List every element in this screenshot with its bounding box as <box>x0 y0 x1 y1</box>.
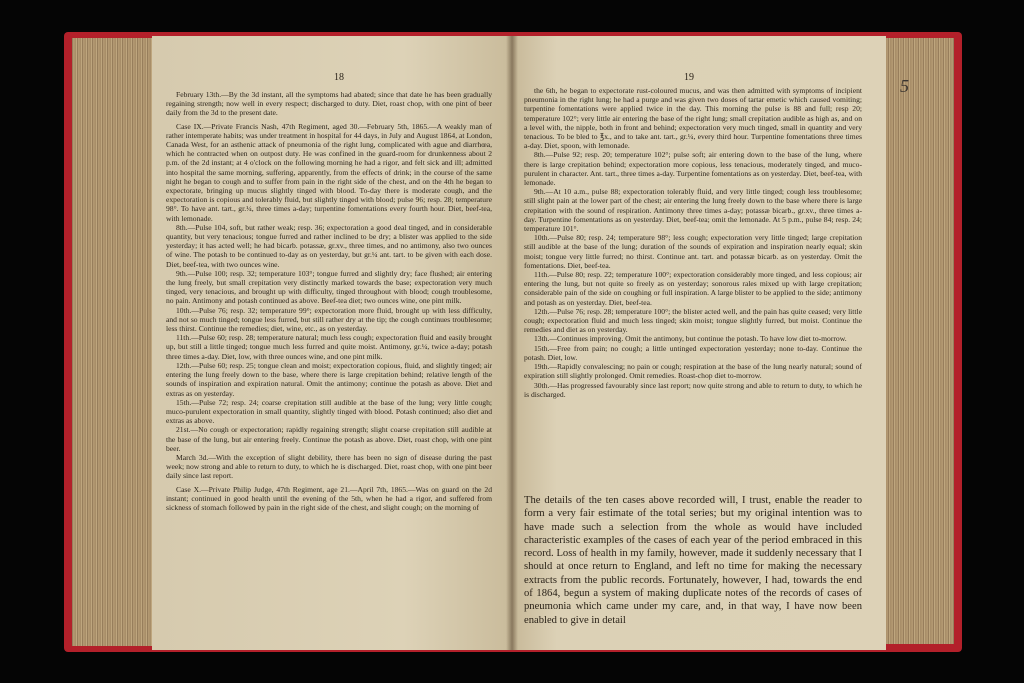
paragraph: 15th.—Pulse 72; resp. 24; coarse crepitation still audible at the base of the lung; very little cough; muco-purulent expectoration in small quantity, slightly tinged with blood. Potash continued; also diet and extras as above. <box>166 397 492 426</box>
paragraph: 21st.—No cough or expectoration; rapidly regaining strength; slight coarse crepitation still audible at the base of the lung, but air entering freely. Continue the potash as above. Diet, roast chop, with one pint beer. <box>166 425 492 453</box>
paragraph: 11th.—Pulse 80; resp. 22; temperature 100°; expectoration considerably more tinged, and less copious; air entering the lung, but not quite so freely as on yesterday; sonorous rales mixed up with large crepitation; considerable pain of the side on coughing or full inspiration. A large blister to be applied to the side; antimony and potash as on yesterday. Diet, beef-tea. <box>524 270 862 307</box>
paragraph: 12th.—Pulse 76; resp. 28; temperature 100°; the blister acted well, and the pain has quite ceased; very little cough; expectoration fluid and much less tinged; skin moist; tongue slightly furred, but moist. Continue the remedies and diet as on yesterday. <box>524 306 862 335</box>
right-page-text <box>524 86 862 490</box>
paragraph: 13th.—Continues improving. Omit the antimony, but continue the potash. To have low diet to-morrow. <box>534 334 847 344</box>
page-edges-right <box>884 38 954 644</box>
paragraph: 9th.—At 10 a.m., pulse 88; expectoration tolerably fluid, and very little tinged; cough less troublesome; still slight pain at the lower part of the chest; air entering the lung freely down to the base where there is large crepitation with the sound of respiration. Antimony three times a-day; potassæ bicarb., gr.xv., three times a-day. Turpentine fomentations as on yesterday. Diet, beef-tea; omit the lemonade. At 5 p.m., pulse 84; resp. 24; temperature 101°. <box>524 187 862 234</box>
left-page-number: 18 <box>334 72 344 83</box>
paragraph: 12th.—Pulse 60; resp. 25; tongue clean and moist; expectoration copious, fluid, and slightly tinged; air entering the lung freely down to the base, where there is large crepitation behind; relative length of the sounds of inspiration and expiration natural. Omit the antimony; continue the potash as above. Diet and extras as on yesterday. <box>166 360 492 398</box>
paragraph: Case X.—Private Philip Judge, 47th Regiment, age 21.—April 7th, 1865.—Was on guard on the 2d instant; continued in good health until the evening of the 5th, when he had a rigor, and suffered from sickness of stomach followed by pain in the right side of the chest, and slight cough; on the morning of <box>166 484 492 512</box>
paragraph: 9th.—Pulse 100; resp. 32; temperature 103°; tongue furred and slightly dry; face flushed; air entering the lung freely, but small crepitation very distinctly marked towards the base; expectoration very much tinged, very tenacious, and brought up with difficulty, tinged throughout with blood; cough troublesome, no pain. Antimony and potash continued as above. Beef-tea diet; two ounces wine, one pint milk. <box>166 268 492 306</box>
paragraph: March 3d.—With the exception of slight debility, there has been no sign of disease during the past week; now strong and able to return to duty, to which he is discharged. Diet, roast chop, with one pint beer daily since last report. <box>166 452 492 481</box>
paragraph: 19th.—Rapidly convalescing; no pain or cough; respiration at the base of the lung nearly natural; sound of expiration still slightly prolonged. Omit remedies. Roast-chop diet to-morrow. <box>524 362 862 381</box>
paragraph: 15th.—Free from pain; no cough; a little untinged expectoration yesterday; none to-day. Continue the potash. Diet, low. <box>524 343 862 362</box>
left-page-text <box>166 90 492 625</box>
paragraph: 11th.—Pulse 60; resp. 28; temperature natural; much less cough; expectoration fluid and easily brought up, but still a little tinged; tongue much less furred and quite moist. Antimony, gr.¼, twice a-day; potash three times a-day. Diet, low, with three ounces wine, and one pint milk. <box>166 333 492 361</box>
paragraph: 8th.—Pulse 104, soft, but rather weak; resp. 36; expectoration a good deal tinged, and in considerable quantity, but very tenacious; tongue furred and rather inclined to be dry; a blister was applied to the side yesterday; it has acted well; he had bicarb. potassæ, gr.xv., three times, and no antimony, also two ounces of wine. The potash to be continued to-day as on yesterday, but gr.¼ ant. tart. to be given with each dose. Diet, beef-tea, with two ounces wine. <box>166 222 492 269</box>
pencil-page-mark: 5 <box>900 76 909 96</box>
paragraph: the 6th, he began to expectorate rust-coloured mucus, and was then admitted with symptoms of incipient pneumonia in the right lung; he had a purge and was given two doses of tartar emetic which caused vomiting; turpentine fomentations were applied twice in the day. This morning the pulse is 88 and full; resp 20; temperature 102°; very little air entering the base of the right lung; small crepitation audible as high as, and on a level with, the nipple, both in front and behind; expectoration very much tinged, small in quantity and very tenacious. To be bled to ℥x., and to take ant. tart., gr.¼, every third hour. Turpentine fomentations three times a-day. Diet, spoon, with lemonade. <box>524 86 862 151</box>
paragraph: 10th.—Pulse 76; resp. 32; temperature 99°; expectoration more fluid, brought up with less difficulty, and not so much tinged; tongue less furred, but still rather dry at the tip; the cough continues troublesome; less thirst. Continue the remedies; diet, wine, etc., as on yesterday. <box>166 305 492 334</box>
page-edges-left <box>72 38 156 646</box>
book-gutter <box>506 36 518 650</box>
right-page-prose: The details of the ten cases above recorded will, I trust, enable the reader to form a very fair estimate of the total series; but my original intention was to have made such a selection from the whole as would have included characteristic examples of the cases of each year of the period embraced in this record. Loss of health in my family, however, made it suddenly necessary that I should at once return to England, and left no time for making the necessary extracts from the public records. Fortunately, however, I had, towards the end of 1864, begun a system of making duplicate notes of the records of cases of pneumonia which came under my care, and, in that way, I have now been enabled to give in detail <box>524 495 862 626</box>
paragraph: 10th.—Pulse 80; resp. 24; temperature 98°; less cough; expectoration very little tinged; large crepitation still audible at the base of the lung; duration of the sounds of expiration and inspiration nearly equal; skin moist; tongue very little furred; no thirst. Continue ant. tart. and potassæ bicarb. as on yesterday. Omit the fomentations. Diet, beef-tea. <box>524 233 862 270</box>
paragraph: February 13th.—By the 3d instant, all the symptoms had abated; since that date he has been gradually regaining strength; now well in every respect; discharged to duty. Diet, roast chop, with one pint of beer daily from the 3d to the present date. <box>166 90 492 118</box>
paragraph: 30th.—Has progressed favourably since last report; now quite strong and able to return to duty, to which he is discharged. <box>524 380 862 399</box>
paragraph: Case IX.—Private Francis Nash, 47th Regiment, aged 30.—February 5th, 1865.—A weakly man of rather intemperate habits; was under treatment in hospital for 44 days, in July and August 1864, at London, Canada West, for an asthenic attack of pneumonia of the right lung, complicated with ague and diarrhœa, which he contracted when on outpost duty. He was confined in the guard-room for drunkenness about 2 p.m. of the 2d instant; at 4 o'clock on the following morning he had a rigor, and felt sick and ill; admitted into hospital the same morning, suffering, apparently, from the effects of drink; in the course of the same night he began to cough and to suffer from pain in the right side of the chest, and on the 4th he began to expectorate, bringing up mucus slightly tinged with blood. To-day there is moderate cough, and the expectoration is copious and tolerably fluid, but slightly tinged with blood; pulse 96; resp. 28; temperature 98°. To have ant. tart., gr.¼, three times a-day; turpentine fomentations every fourth hour. Diet, beef-tea, with lemonade. <box>166 121 492 223</box>
right-page-number: 19 <box>684 72 694 83</box>
paragraph: 8th.—Pulse 92; resp. 20; temperature 102°; pulse soft; air entering down to the base of the lung, where there is large crepitation behind; expectoration more copious, less tenacious, moderately tinged, and muco-purulent in character. Ant. tart., three times a-day. Turpentine fomentations as on yesterday. Diet, beef-tea, with lemonade. <box>524 150 862 188</box>
